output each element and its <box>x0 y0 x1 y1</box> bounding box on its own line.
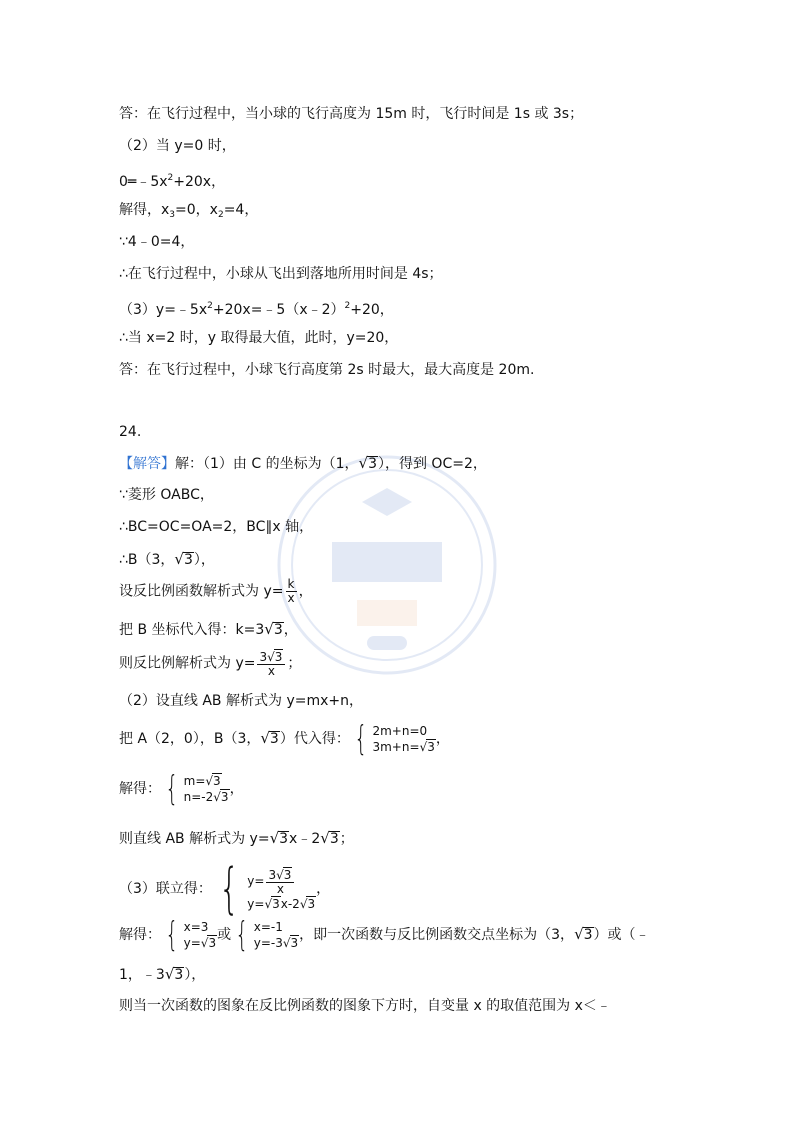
answer-line-2: （2）当 y=0 时， <box>119 138 236 154</box>
answer-tag: 【解答】 <box>119 456 175 472</box>
solution-step-15: 则当一次函数的图象在反比例函数的图象下方时，自变量 x 的取值范围为 x＜﹣ <box>119 998 611 1014</box>
max-line: ∴当 x=2 时，y 取得最大值，此时，y=20， <box>119 330 399 346</box>
solution-step-5: 设反比例函数解析式为 y= $\frac{k}{x}$ ， <box>119 577 313 605</box>
because-line: ∵4﹣0=4， <box>119 234 195 250</box>
solution-step-6: 把 B 坐标代入得：k=3√3， <box>119 620 298 638</box>
solution-line: 解得，$x_3=0$，$x_2=4$， <box>119 202 259 220</box>
solution-step-2: ∵菱形 OABC， <box>119 487 214 503</box>
answer-line-1: 答：在飞行过程中，当小球的飞行高度为 15m 时，飞行时间是 1s 或 3s； <box>119 106 584 122</box>
vertex-form-line: $(3)y=﹣5x^2+20x=﹣5(x﹣2)^2+20$， <box>119 301 394 318</box>
solution-step-4: ∴B（3，√3）， <box>119 550 215 568</box>
question-number: 24. <box>119 424 142 440</box>
equation-line: $0═﹣5x^2+20x$， <box>119 173 226 190</box>
solution-step-9: 把 A（2，0），B（3，√3）代入得： { 2m+n=0 3m+n=√3 ， <box>119 719 450 759</box>
solution-step-1: 【解答】解：（1）由 C 的坐标为（1，√3），得到 OC=2， <box>119 454 487 472</box>
solution-step-14: 1，﹣3√3）， <box>119 965 206 983</box>
solution-step-10: 解得： { m=√3 n=-2√3 ， <box>119 769 244 809</box>
answer-line-3: 答：在飞行过程中，小球飞行高度第 2s 时最大，最大高度是 20m. <box>119 362 535 378</box>
therefore-line: ∴在飞行过程中，小球从飞出到落地所用时间是 4s； <box>119 266 443 282</box>
watermark-logo-icon <box>272 450 502 680</box>
solution-step-13: 解得： { x=3 y=√3 或 { x=-1 y=-3√3 ，即一次函数与反比例函数交点坐标为（3，√3）或（﹣ <box>119 915 650 955</box>
solution-step-11: 则直线 AB 解析式为 y=√3x﹣2√3； <box>119 829 354 847</box>
solution-step-3: ∴BC=OC=OA=2，BC∥x 轴， <box>119 519 314 535</box>
solution-step-7: 则反比例解析式为 y= $\frac{3√3}{x}$ ； <box>119 650 302 678</box>
solution-step-8: （2）设直线 AB 解析式为 y=mx+n， <box>119 693 363 709</box>
solution-step-12: （3）联立得： { y= $\frac{3√3}{x}$ y=√3x-2√3 ， <box>119 857 331 920</box>
